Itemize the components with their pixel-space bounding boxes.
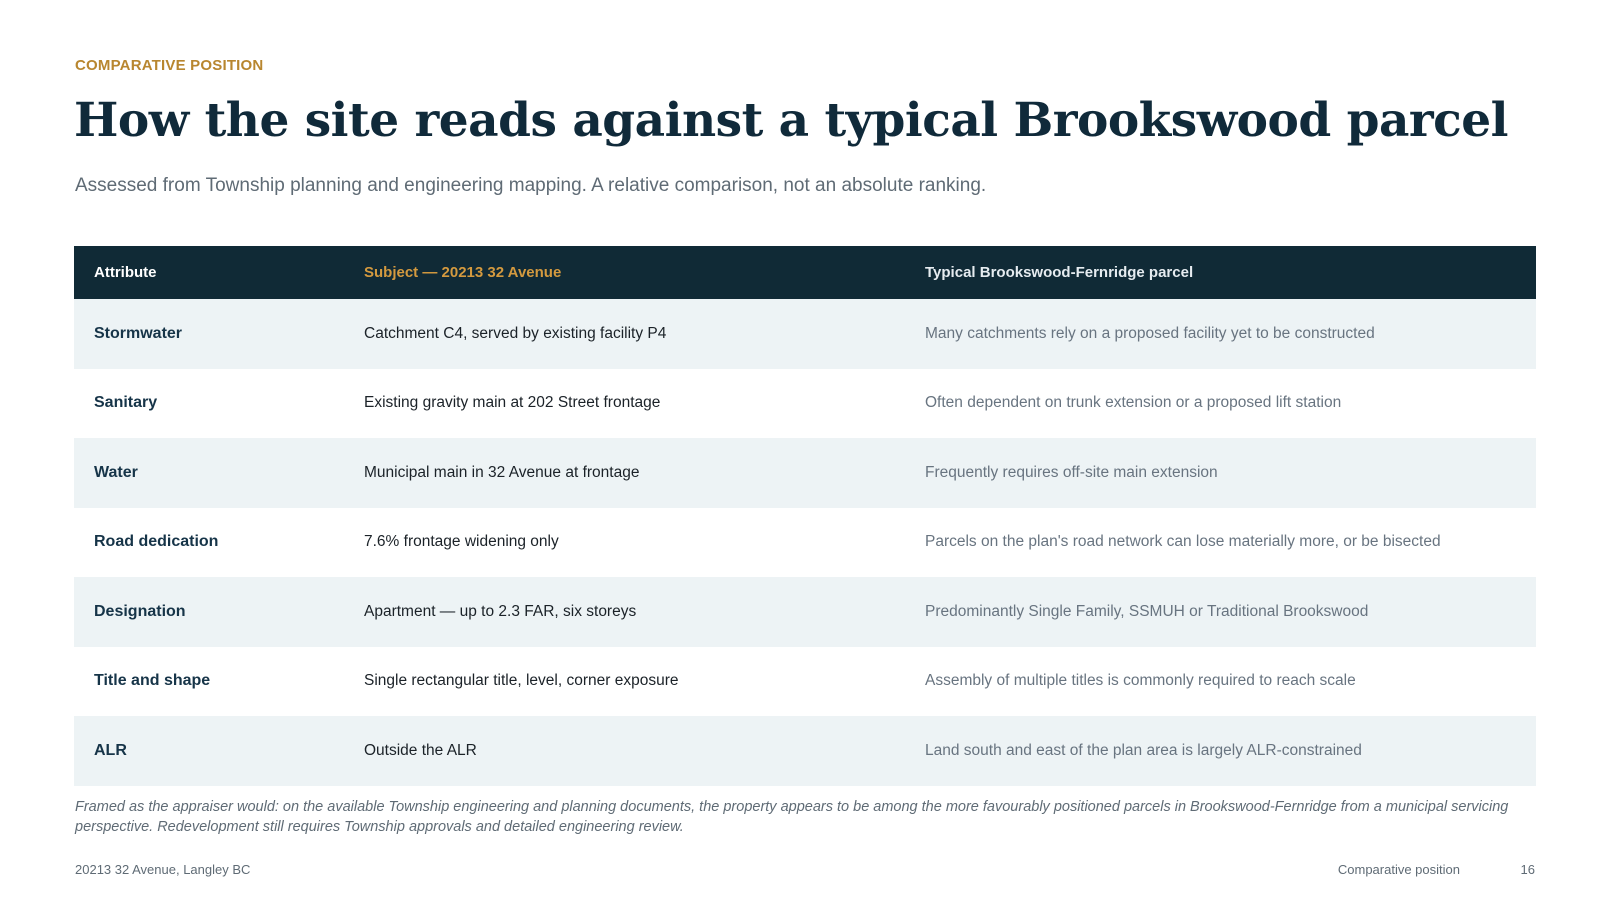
row-typical: Land south and east of the plan area is largely ALR-constrained xyxy=(925,741,1362,759)
table-row xyxy=(74,438,1536,508)
header-attribute: Attribute xyxy=(94,264,157,281)
page-title: How the site reads against a typical Brookswood parcel xyxy=(74,93,1509,148)
table-header-row xyxy=(74,246,1536,299)
page-number: 16 xyxy=(1520,862,1535,877)
row-typical: Assembly of multiple titles is commonly required to reach scale xyxy=(925,672,1356,690)
row-subject: Single rectangular title, level, corner exposure xyxy=(364,672,679,690)
row-attribute: Title and shape xyxy=(94,672,211,690)
row-typical: Predominantly Single Family, SSMUH or Traditional Brookswood xyxy=(925,602,1369,620)
row-attribute: Designation xyxy=(94,602,186,620)
table-row xyxy=(74,508,1536,578)
row-subject: 7.6% frontage widening only xyxy=(364,533,559,551)
row-typical: Parcels on the plan's road network can lose materially more, or be bisected xyxy=(925,533,1441,551)
row-subject: Apartment — up to 2.3 FAR, six storeys xyxy=(364,602,637,620)
header-typical: Typical Brookswood-Fernridge parcel xyxy=(925,264,1194,281)
table-row xyxy=(74,369,1536,439)
row-subject: Existing gravity main at 202 Street frontage xyxy=(364,394,661,412)
row-typical: Many catchments rely on a proposed facility yet to be constructed xyxy=(925,324,1375,342)
row-subject: Outside the ALR xyxy=(364,741,477,759)
row-attribute: Stormwater xyxy=(94,324,183,342)
page-subtitle: Assessed from Township planning and engineering mapping. A relative comparison, not an absolute ranking. xyxy=(75,175,987,196)
table-row xyxy=(74,716,1536,786)
row-typical: Often dependent on trunk extension or a proposed lift station xyxy=(925,394,1342,412)
table-row xyxy=(74,647,1536,717)
row-typical: Frequently requires off-site main extension xyxy=(925,463,1218,481)
row-attribute: Road dedication xyxy=(94,533,219,551)
section-eyebrow: COMPARATIVE POSITION xyxy=(75,57,264,74)
row-subject: Catchment C4, served by existing facility P4 xyxy=(364,324,667,342)
footer-section-name: Comparative position xyxy=(1337,862,1460,877)
row-subject: Municipal main in 32 Avenue at frontage xyxy=(364,463,640,481)
appraiser-note: Framed as the appraiser would: on the available Township engineering and planning documents, the property appears to be among the more favourably positioned parcels in Brookswood-Fernridge from a municipal servicing perspective. Redevelopment still requires Township approvals and detailed engineering review. xyxy=(75,799,1509,835)
footer-address: 20213 32 Avenue, Langley BC xyxy=(75,862,251,877)
row-attribute: ALR xyxy=(94,741,127,759)
header-subject: Subject — 20213 32 Avenue xyxy=(364,264,562,281)
row-attribute: Water xyxy=(94,463,138,481)
table-row xyxy=(74,299,1536,369)
comparison-table xyxy=(74,246,1536,786)
row-attribute: Sanitary xyxy=(94,394,158,412)
table-row xyxy=(74,577,1536,647)
